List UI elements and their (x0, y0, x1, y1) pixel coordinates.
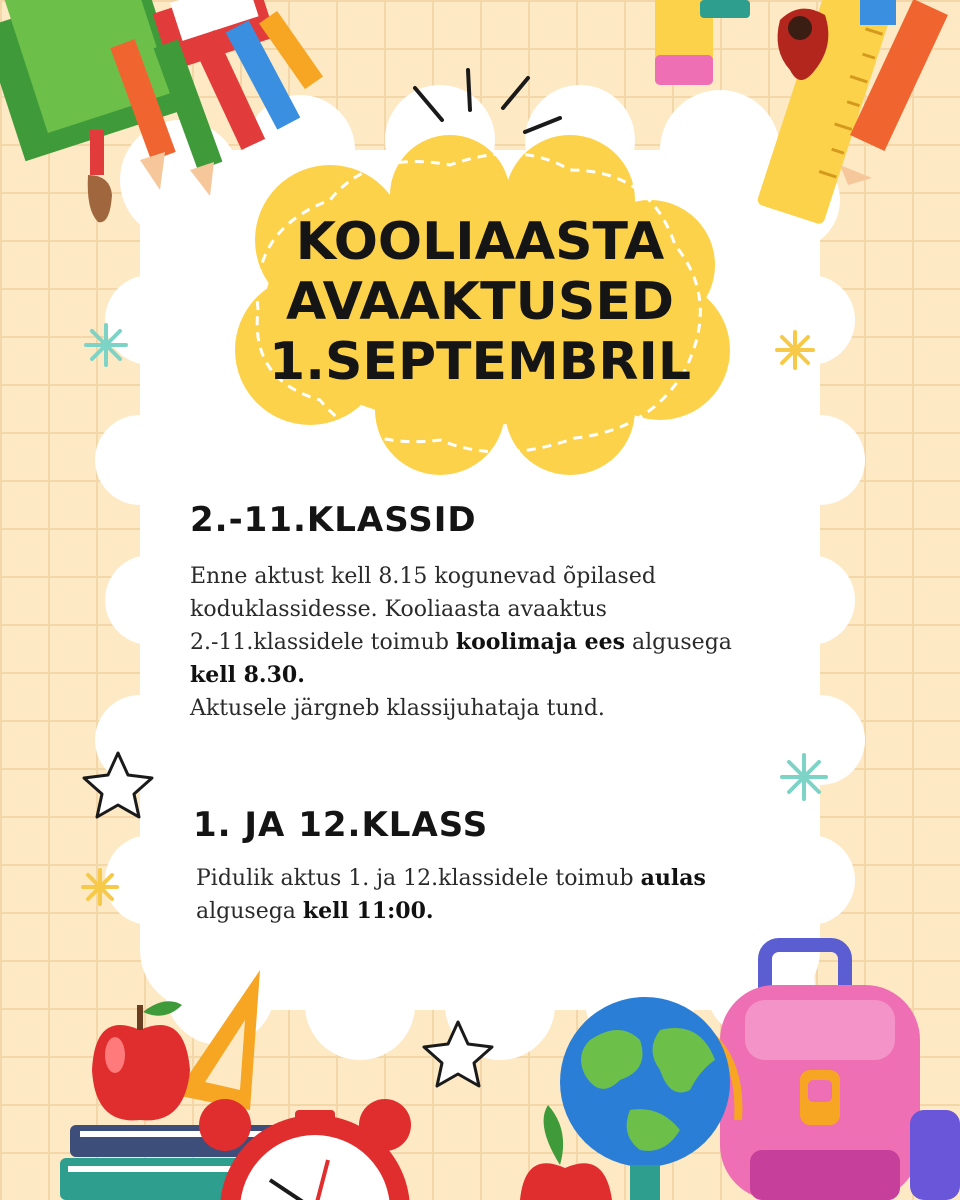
text-part: Pidulik aktus 1. ja 12.klassidele toimub (196, 866, 641, 891)
text-line (196, 862, 706, 895)
text-line: Aktusele järgneb klassijuhataja tund. (190, 696, 605, 721)
sparkle-icon (777, 332, 813, 368)
pencil-blue-icon (860, 0, 896, 25)
section-body-1-12 (196, 862, 706, 928)
sparkle-icon (83, 870, 117, 904)
location-emphasis: aulas (640, 865, 706, 891)
text-line (196, 895, 706, 928)
time-emphasis: kell 11:00. (302, 898, 434, 924)
title-line-3: 1.SEPTEMBRIL (269, 332, 691, 392)
text-line (190, 659, 732, 692)
sparkle-icon (782, 755, 826, 799)
sparkle-icon (86, 325, 126, 365)
time-emphasis: kell 8.30. (190, 662, 305, 688)
title-line-2: AVAAKTUSED (285, 272, 675, 332)
eraser-icon (655, 0, 750, 85)
poster-title (240, 212, 720, 392)
text-part: algusega (196, 899, 303, 924)
paintbrush-icon (88, 130, 112, 222)
location-emphasis: koolimaja ees (455, 629, 625, 655)
alarm-clock-icon (199, 1099, 411, 1200)
text-line: Enne aktust kell 8.15 kogunevad õpilased (190, 564, 656, 589)
section-heading-2-11: 2.-11.KLASSID (190, 500, 477, 540)
section-heading-1-12: 1. JA 12.KLASS (193, 805, 489, 845)
title-line-1: KOOLIAASTA (295, 212, 665, 272)
text-line: koduklassidesse. Kooliaasta avaaktus (190, 597, 607, 622)
text-line (190, 626, 732, 659)
text-part: algusega (624, 630, 732, 655)
section-body-2-11 (190, 560, 732, 725)
text-part: 2.-11.klassidele toimub (190, 630, 456, 655)
